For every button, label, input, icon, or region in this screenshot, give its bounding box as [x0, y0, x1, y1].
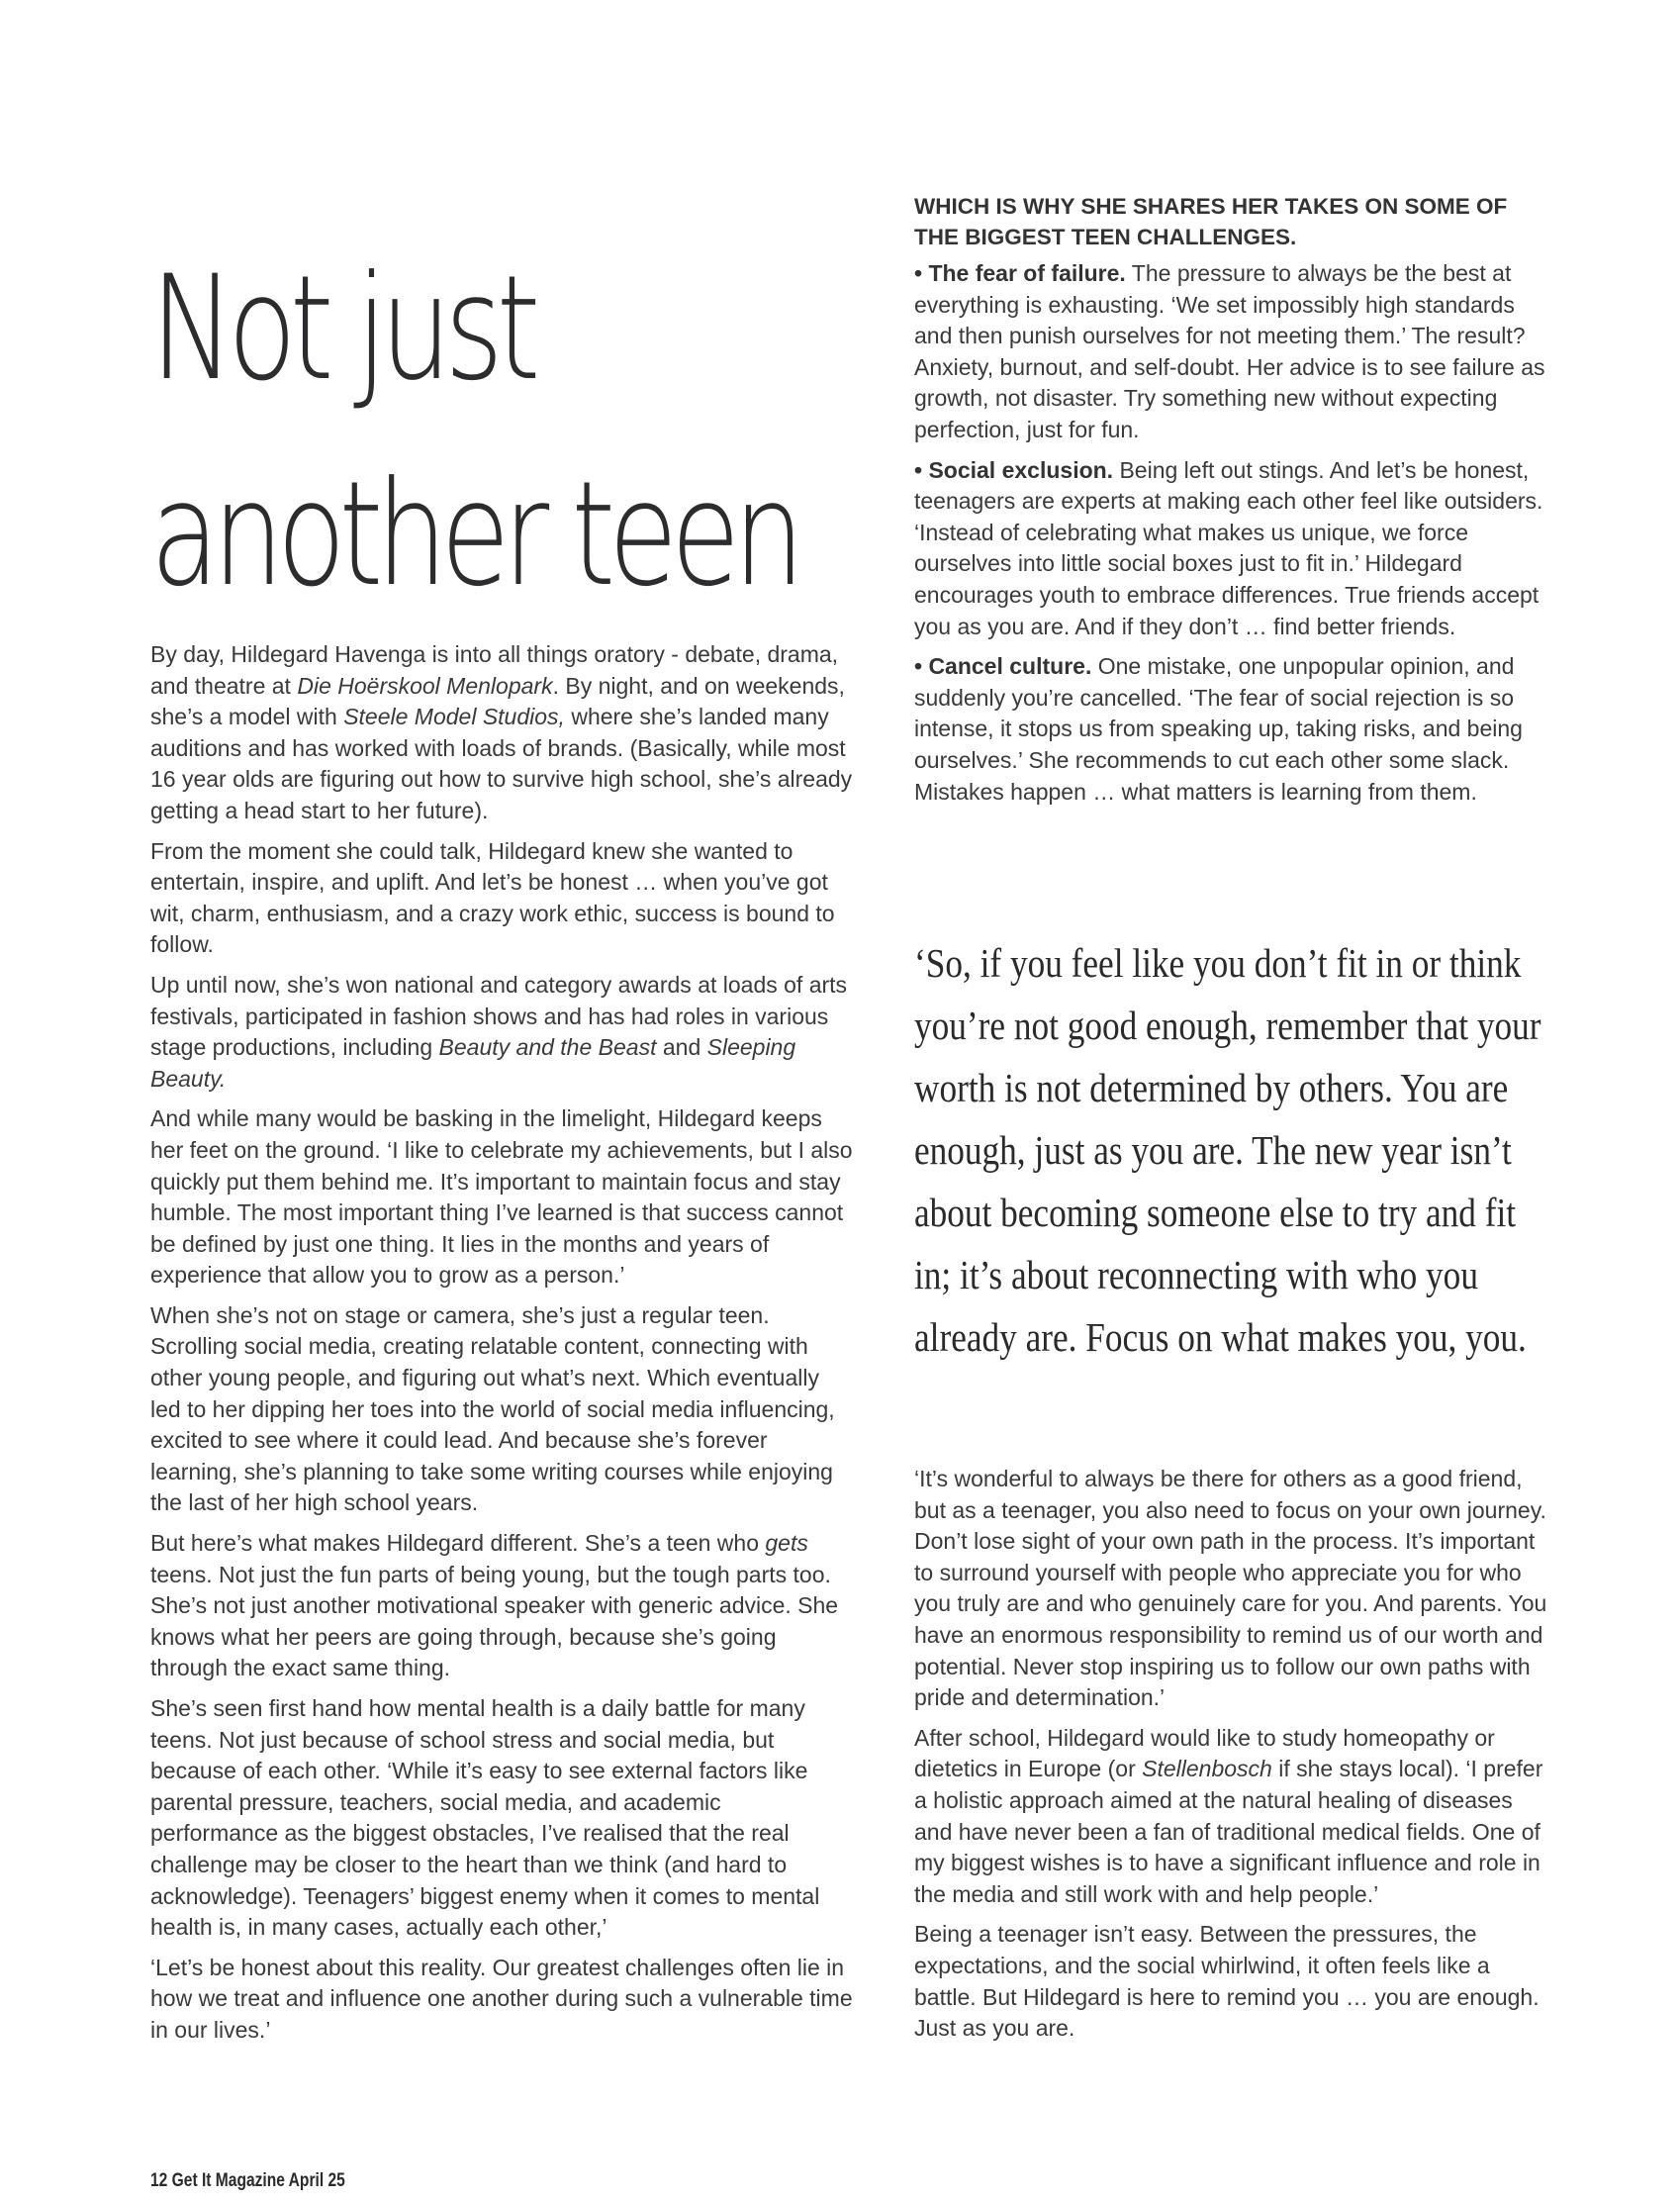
list-item-text: Being left out stings. And let’s be honest, teenagers are experts at making each other feel like outsiders. ‘Instead of celebrating what makes us unique, we force ourselves into little social boxes just to fit in.’ Hildegard encourages youth to embrace differences. True friends accept you as you are. And if they don’t … find better friends.	[914, 456, 1543, 639]
list-item	[914, 258, 1547, 446]
headline-line-2: another teen	[150, 450, 798, 619]
list-item-text: The pressure to always be the best at everything is exhausting. ‘We set impossibly high standards and then punish ourselves for not meeting them.’ The result? Anxiety, burnout, and self-doubt. Her advice is to see failure as growth, not disaster. Try something new without expecting perfection, just for fun.	[914, 260, 1545, 442]
list-item-text: One mistake, one unpopular opinion, and suddenly you’re cancelled. ‘The fear of social rejection is so intense, it stops us from speaking up, taking risks, and being ourselves.’ She recommends to cut each other some slack. Mistakes happen … what matters is learning from them.	[914, 653, 1523, 805]
show-title: Sleeping Beauty.	[150, 1034, 796, 1092]
body-paragraph	[150, 1528, 853, 1684]
body-paragraph	[914, 1723, 1547, 1911]
text-run: But here’s what makes Hildegard different. She’s a teen who	[150, 1530, 766, 1557]
list-item-title: • The fear of failure.	[914, 260, 1126, 286]
right-column-body	[914, 1464, 1547, 2054]
list-item-title: • Social exclusion.	[914, 456, 1114, 483]
show-title: Beauty and the Beast	[438, 1034, 657, 1061]
list-item	[914, 651, 1547, 808]
list-item	[914, 455, 1547, 643]
text-run: By day, Hildegard Havenga is into all things oratory - debate, drama, and theatre at	[150, 641, 839, 699]
article-headline	[150, 226, 798, 637]
agency-name: Steele Model Studios,	[343, 704, 565, 730]
emphasis: gets	[765, 1530, 808, 1557]
challenges-list	[914, 258, 1547, 816]
body-paragraph: ‘Let’s be honest about this reality. Our greatest challenges often lie in how we treat and influence one another during such a vulnerable time in our lives.’	[150, 1954, 853, 2043]
list-item-title: • Cancel culture.	[914, 653, 1092, 680]
left-column-body	[150, 639, 853, 2056]
place-name: Stellenbosch	[1142, 1756, 1272, 1782]
section-heading: WHICH IS WHY SHE SHARES HER TAKES ON SOME OF THE BIGGEST TEEN CHALLENGES.	[914, 194, 1508, 249]
body-paragraph: When she’s not on stage or camera, she’s just a regular teen. Scrolling social media, creating relatable content, connecting with other young people, and figuring out what’s next. Which eventually led to her dipping her toes into the world of social media influencing, excited to see where it could lead. And because she’s forever learning, she’s planning to take some writing courses while enjoying the last of her high school years.	[150, 1301, 835, 1516]
pull-quote: ‘So, if you feel like you don’t fit in or think you’re not good enough, remember that your worth is not determined by others. You are enough, just as you are. The new year isn’t about becoming someone else to try and fit in; it’s about reconnecting with who you already are. Focus on what makes you, you.	[914, 940, 1541, 1360]
headline-line-1: Not just	[150, 244, 534, 413]
body-paragraph: She’s seen first hand how mental health is a daily battle for many teens. Not just because of school stress and social media, but because of each other. ‘While it’s easy to see external factors like parental pressure, teachers, social media, and academic performance as the biggest obstacles, I’ve realised that the real challenge may be closer to the heart than we think (and hard to acknowledge). Teenagers’ biggest enemy when it comes to mental health is, in many cases, actually each other,’	[150, 1695, 820, 1941]
body-paragraph: ‘It’s wonderful to always be there for others as a good friend, but as a teenager, you also need to focus on your own journey. Don’t lose sight of your own path in the process. It’s important to surround yourself with people who appreciate you for who you truly are and who genuinely care for you. And parents. You have an enormous responsibility to remind us of our worth and potential. Never stop inspiring us to follow our own paths with pride and determination.’	[914, 1466, 1547, 1711]
text-run: After school, Hildegard would like to study homeopathy or dietetics in Europe (or	[914, 1724, 1495, 1782]
text-run: if she stays local). ‘I prefer a holistic approach aimed at the natural healing of diseases and have never been a fan of traditional medical fields. One of my biggest wishes is to have a significant influence and role in the media and still work with and help people.’	[914, 1756, 1543, 1907]
body-paragraph: And while many would be basking in the limelight, Hildegard keeps her feet on the ground. ‘I like to celebrate my achievements, but I also quickly put them behind me. It’s important to maintain focus and stay humble. The most important thing I’ve learned is that success cannot be defined by just one thing. It lies in the months and years of experience that allow you to grow as a person.’	[150, 1105, 853, 1289]
body-paragraph	[150, 639, 853, 827]
page-folio: 12 Get It Magazine April 25	[150, 2170, 345, 2191]
text-run: teens. Not just the fun parts of being young, but the tough parts too. She’s not just another motivational speaker with generic advice. She knows what her peers are going through, because she’s going through the exact same thing.	[150, 1561, 839, 1681]
school-name: Die Hoërskool Menlopark	[297, 672, 553, 699]
text-run: and	[656, 1034, 707, 1061]
text-run: where she’s landed many auditions and has worked with loads of brands. (Basically, while most 16 year olds are figuring out how to survive high school, she’s already getting a head start to her future).	[150, 704, 853, 823]
text-run: . By night, and on weekends, she’s a model with	[150, 672, 845, 730]
body-paragraph: Being a teenager isn’t easy. Between the pressures, the expectations, and the social whirlwind, it often feels like a battle. But Hildegard is here to remind you … you are enough. Just as you are.	[914, 1921, 1540, 2042]
body-paragraph: From the moment she could talk, Hildegard knew she wanted to entertain, inspire, and uplift. And let’s be honest … when you’ve got wit, charm, enthusiasm, and a crazy work ethic, success is bound to follow.	[150, 837, 835, 958]
body-paragraph	[150, 970, 853, 1095]
text-run: Up until now, she’s won national and category awards at loads of arts festivals, participated in fashion shows and has had roles in various stage productions, including	[150, 971, 848, 1061]
